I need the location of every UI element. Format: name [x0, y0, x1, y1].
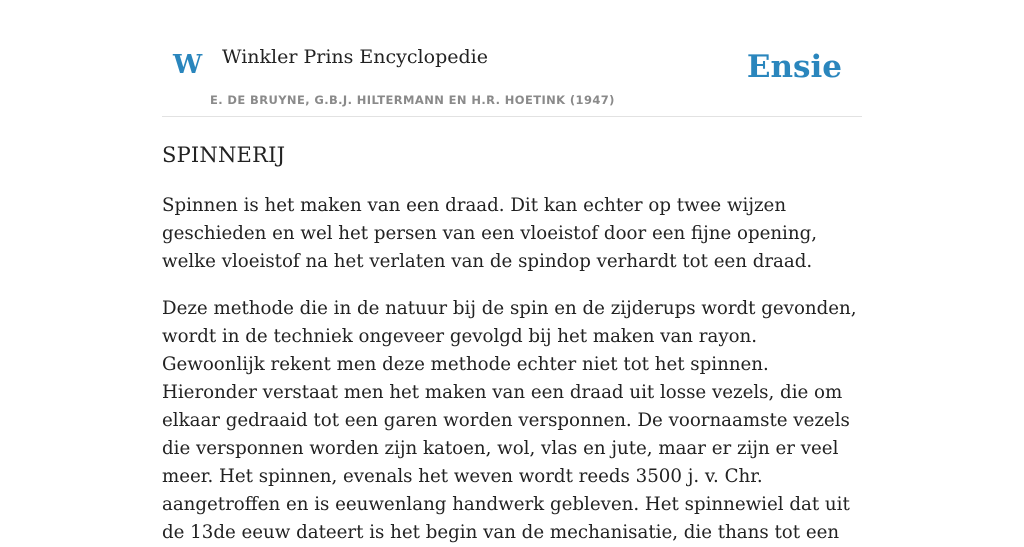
article-body — [162, 138, 862, 547]
winkler-prins-logo[interactable]: W — [173, 50, 203, 80]
source-title-link[interactable]: Winkler Prins Encyclopedie — [222, 46, 488, 68]
ensie-logo-link[interactable]: Ensie — [746, 49, 842, 85]
article-title: SPINNERIJ — [162, 143, 286, 167]
article-paragraph: Spinnen is het maken van een draad. Dit kan echter op twee wijzen geschieden en wel het persen van een vloeistof door een fijne opening, welke vloeistof na het verlaten van de spindop verhardt tot een draad. — [162, 195, 818, 272]
site-header — [162, 0, 862, 117]
article-paragraph: Deze methode die in de natuur bij de spin en de zijderups wordt gevonden, wordt in de techniek ongeveer gevolgd bij het maken van rayon. Gewoonlijk rekent men deze methode echter niet tot het spinnen. Hieronder verstaat men het maken van een draad uit losse vezels, die om elkaar gedraaid tot een garen worden versponnen. De voornaamste vezels die versponnen worden zijn katoen, wol, vlas en jute, maar er zijn er veel meer. Het spinnen, evenals het weven wordt reeds 3500 j. v. Chr. aangetroffen en is eeuwenlang handwerk gebleven. Het spinnewiel dat uit de 13de eeuw dateert is het begin van de mechanisatie, die thans tot een — [162, 298, 857, 543]
source-authors: E. DE BRUYNE, G.B.J. HILTERMANN EN H.R. HOETINK (1947) — [210, 93, 615, 107]
